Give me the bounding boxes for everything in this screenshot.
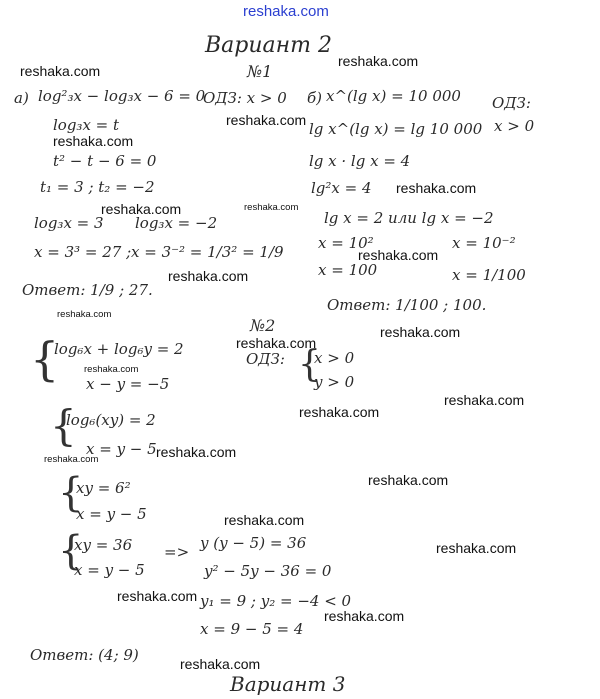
task1b-equation: x^(lg x) = 10 000 — [326, 87, 461, 105]
task1b-step4: lg x = 2 или lg x = −2 — [324, 209, 494, 227]
heading-variant-3: Вариант 3 — [230, 672, 346, 696]
task1a-x1: x = 3³ = 27 ; — [34, 243, 132, 261]
task2-system3-line1: xy = 6² — [76, 479, 131, 497]
task1a-label: а) — [14, 89, 29, 107]
task1a-back1: log₃x = 3 — [34, 214, 104, 232]
task2-odz2: y > 0 — [314, 373, 355, 391]
task2-result4: x = 9 − 5 = 4 — [200, 620, 304, 638]
task1b-label: б) — [307, 89, 323, 107]
task1a-equation: log²₃x − log₃x − 6 = 0 — [38, 87, 206, 105]
watermark-small: reshaka.com — [84, 364, 139, 375]
odz-brace: { — [298, 344, 321, 385]
watermark-small: reshaka.com — [244, 202, 299, 213]
task1b-answer: Ответ: 1/100 ; 100. — [327, 296, 487, 314]
watermark: reshaka.com — [444, 392, 525, 408]
watermark: reshaka.com — [396, 180, 477, 196]
task2-system1-line2: x − y = −5 — [86, 375, 170, 393]
task1a-x2: x = 3⁻² = 1/3² = 1/9 — [131, 243, 284, 261]
watermark: reshaka.com — [53, 133, 134, 149]
watermark: reshaka.com — [117, 588, 198, 604]
task1b-step3: lg²x = 4 — [311, 179, 372, 197]
watermark: reshaka.com — [168, 268, 249, 284]
task2-system2-line1: log₆(xy) = 2 — [66, 411, 156, 429]
task2-system4-line2: x = y − 5 — [74, 561, 145, 579]
heading-task-2: №2 — [250, 316, 276, 335]
watermark: reshaka.com — [368, 472, 449, 488]
watermark-small: reshaka.com — [57, 309, 112, 320]
task2-odz-label: ОДЗ: — [246, 350, 285, 368]
task1b-step5b: x = 10⁻² — [452, 234, 516, 252]
task1a-back2: log₃x = −2 — [135, 214, 218, 232]
system-brace: { — [50, 401, 77, 450]
watermark: reshaka.com — [101, 201, 182, 217]
task2-system1-line1: log₆x + log₆y = 2 — [54, 340, 184, 358]
watermark: reshaka.com — [380, 324, 461, 340]
task1b-odz-label: ОДЗ: — [492, 94, 531, 112]
task1a-quadratic: t² − t − 6 = 0 — [53, 152, 157, 170]
system-brace: { — [58, 470, 84, 516]
watermark: reshaka.com — [180, 656, 261, 672]
task2-odz1: x > 0 — [314, 349, 355, 367]
task1b-step1: lg x^(lg x) = lg 10 000 — [309, 120, 483, 138]
task1a-roots: t₁ = 3 ; t₂ = −2 — [40, 178, 155, 196]
watermark-top: reshaka.com — [243, 3, 329, 20]
task2-result2: y² − 5y − 36 = 0 — [204, 562, 332, 580]
watermark-small: reshaka.com — [44, 454, 99, 465]
task1a-odz: ОДЗ: x > 0 — [203, 89, 287, 107]
watermark: reshaka.com — [436, 540, 517, 556]
task1b-step5a: x = 10² — [318, 234, 374, 252]
system-brace: { — [58, 528, 84, 574]
watermark: reshaka.com — [224, 512, 305, 528]
task1a-answer: Ответ: 1/9 ; 27. — [22, 281, 153, 299]
watermark: reshaka.com — [226, 112, 307, 128]
task2-answer: Ответ: (4; 9) — [30, 646, 139, 664]
task2-arrow: => — [164, 543, 190, 561]
task1b-step6a: x = 100 — [318, 261, 378, 279]
system-brace: { — [30, 332, 60, 386]
task2-result3: y₁ = 9 ; y₂ = −4 < 0 — [200, 592, 352, 610]
task2-result1: y (y − 5) = 36 — [200, 534, 307, 552]
heading-task-1: №1 — [247, 62, 273, 81]
task1b-step6b: x = 1/100 — [452, 266, 526, 284]
watermark: reshaka.com — [338, 53, 419, 69]
heading-variant-2: Вариант 2 — [205, 33, 332, 58]
watermark: reshaka.com — [299, 404, 380, 420]
task2-system3-line2: x = y − 5 — [76, 505, 147, 523]
task2-system2-line2: x = y − 5 — [86, 440, 157, 458]
watermark: reshaka.com — [20, 63, 101, 79]
task1b-step2: lg x · lg x = 4 — [309, 152, 411, 170]
task1b-odz-value: x > 0 — [494, 117, 535, 135]
watermark: reshaka.com — [236, 335, 317, 351]
watermark: reshaka.com — [358, 247, 439, 263]
task2-system4-line1: xy = 36 — [74, 536, 133, 554]
watermark: reshaka.com — [156, 444, 237, 460]
task1a-substitution: log₃x = t — [53, 116, 120, 134]
watermark: reshaka.com — [324, 608, 405, 624]
